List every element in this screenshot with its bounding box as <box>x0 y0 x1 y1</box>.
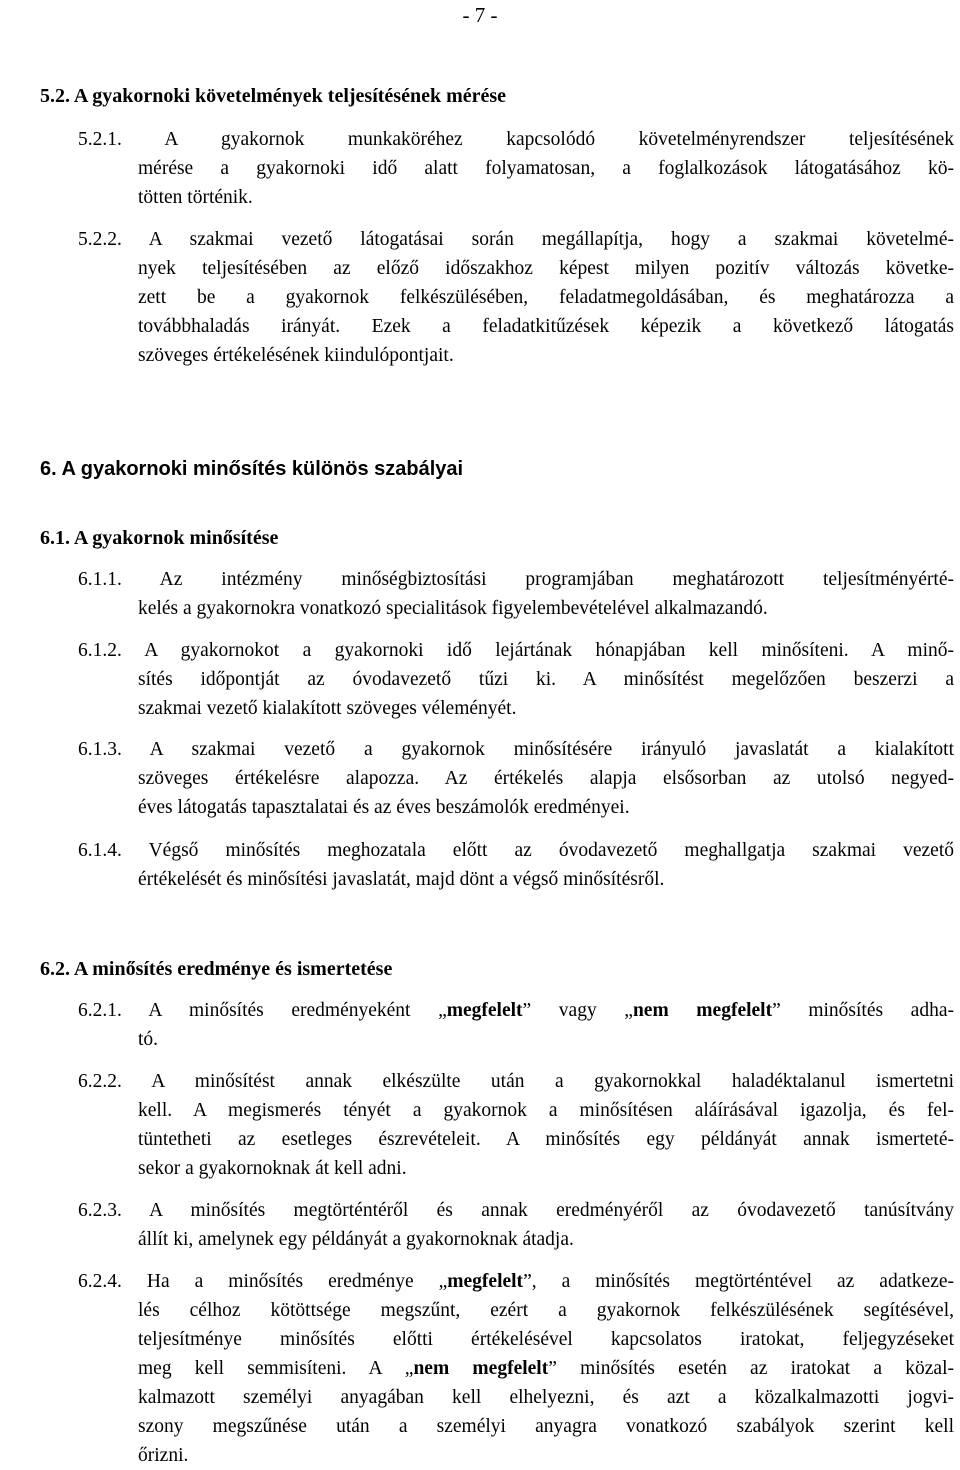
paragraph-number: 6.1.1. <box>78 569 122 590</box>
paragraph-line: állít ki, amelynek egy példányát a gyakornoknak átadja. <box>138 1229 574 1250</box>
paragraph-line: tüntetheti az esetleges észrevételeit. A minősítés egy példányát annak ismerteté- <box>138 1129 954 1150</box>
paragraph-line: 6.1.3. A szakmai vezető a gyakornok minősítésére irányuló javaslatát a kialakított <box>78 739 954 760</box>
paragraph-number: 6.1.3. <box>78 739 122 760</box>
emphasis: megfelelt <box>446 1000 523 1021</box>
page-number: - 7 - <box>462 3 498 27</box>
paragraph-line: sítés időpontját az óvodavezető tűzi ki. A minősítést megelőzően beszerzi a <box>138 669 954 690</box>
paragraph-line: éves látogatás tapasztalatai és az éves beszámolók eredményei. <box>138 797 630 818</box>
paragraph-line: teljesítménye minősítés előtti értékelésével kapcsolatos iratokat, feljegyzéseket <box>138 1329 954 1350</box>
paragraph-line: zett be a gyakornok felkészülésében, feladatmegoldásában, és meghatározza a <box>138 287 954 308</box>
paragraph-line: 5.2.1. A gyakornok munkaköréhez kapcsolódó követelményrendszer teljesítésének <box>78 129 954 150</box>
paragraph-6-2-2 <box>78 1067 954 1183</box>
emphasis: nem megfelelt <box>413 1358 549 1379</box>
paragraph-number: 6.2.1. <box>78 1000 122 1021</box>
paragraph-line: meg kell semmisíteni. A „nem megfelelt” minősítés esetén az iratokat a közal- <box>138 1358 954 1379</box>
paragraph-line: kelés a gyakornokra vonatkozó specialitások figyelembevételével alkalmazandó. <box>138 598 768 619</box>
paragraph-line: szakmai vezető kialakított szöveges véleményét. <box>138 698 517 719</box>
paragraph-line: 6.2.1. A minősítés eredményeként „megfelelt” vagy „nem megfelelt” minősítés adha- <box>78 1000 954 1021</box>
paragraph-line: nyek teljesítésében az előző időszakhoz képest milyen pozitív változás követke- <box>138 258 954 279</box>
section-6-1-heading: 6.1. A gyakornok minősítése <box>40 527 279 549</box>
section-5-2-heading: 5.2. A gyakornoki követelmények teljesítésének mérése <box>40 85 507 107</box>
paragraph-6-1-1 <box>78 565 954 623</box>
paragraph-line: kalmazott személyi anyagában kell elhelyezni, és azt a közalkalmazotti jogvi- <box>138 1387 954 1408</box>
paragraph-6-2-4 <box>78 1267 954 1470</box>
paragraph-6-1-3 <box>78 735 954 822</box>
paragraph-line: sekor a gyakornoknak át kell adni. <box>138 1158 407 1179</box>
section-6-heading: 6. A gyakornoki minősítés különös szabályai <box>40 458 464 480</box>
paragraph-number: 6.2.4. <box>78 1271 122 1292</box>
paragraph-6-1-2 <box>78 636 954 723</box>
paragraph-line: szony megszűnése után a személyi anyagra vonatkozó szabályok szerint kell <box>138 1416 954 1437</box>
paragraph-line: 6.1.2. A gyakornokot a gyakornoki idő lejártának hónapjában kell minősíteni. A minő- <box>78 640 954 661</box>
paragraph-6-2-3 <box>78 1196 954 1254</box>
paragraph-line: 6.1.4. Végső minősítés meghozatala előtt az óvodavezető meghallgatja szakmai vezető <box>78 840 954 861</box>
paragraph-line: mérése a gyakornoki idő alatt folyamatosan, a foglalkozások látogatásához kö- <box>138 158 954 179</box>
paragraph-line: 6.2.3. A minősítés megtörténtéről és annak eredményéről az óvodavezető tanúsítvány <box>78 1200 954 1221</box>
paragraph-line: kell. A megismerés tényét a gyakornok a minősítésen aláírásával igazolja, és fel- <box>138 1100 954 1121</box>
emphasis: megfelelt <box>447 1271 524 1292</box>
paragraph-line: 5.2.2. A szakmai vezető látogatásai során megállapítja, hogy a szakmai követelmé- <box>78 229 954 250</box>
paragraph-number: 6.2.2. <box>78 1071 122 1092</box>
paragraph-line: szöveges értékelésének kiindulópontjait. <box>138 345 454 366</box>
paragraph-number: 6.1.4. <box>78 840 122 861</box>
paragraph-6-1-4 <box>78 836 954 894</box>
paragraph-5-2-2 <box>78 225 954 370</box>
paragraph-number: 6.1.2. <box>78 640 122 661</box>
paragraph-line: őrizni. <box>138 1445 189 1466</box>
paragraph-line: értékelését és minősítési javaslatát, majd dönt a végső minősítésről. <box>138 869 665 890</box>
paragraph-line: 6.2.4. Ha a minősítés eredménye „megfelelt”, a minősítés megtörténtével az adatkeze- <box>78 1271 954 1292</box>
paragraph-line: lés célhoz kötöttsége megszűnt, ezért a gyakornok felkészülésének segítésével, <box>138 1300 954 1321</box>
paragraph-6-2-1 <box>78 996 954 1054</box>
paragraph-line: tötten történik. <box>138 187 253 208</box>
paragraph-line: szöveges értékelésre alapozza. Az értékelés alapja elsősorban az utolsó negyed- <box>138 768 954 789</box>
paragraph-line: 6.2.2. A minősítést annak elkészülte után a gyakornokkal haladéktalanul ismertetni <box>78 1071 954 1092</box>
paragraph-number: 6.2.3. <box>78 1200 122 1221</box>
paragraph-number: 5.2.1. <box>78 129 122 150</box>
paragraph-line: továbbhaladás irányát. Ezek a feladatkitűzések képezik a következő látogatás <box>138 316 954 337</box>
paragraph-line: tó. <box>138 1029 159 1050</box>
section-6-2-heading: 6.2. A minősítés eredménye és ismertetése <box>40 958 393 980</box>
paragraph-number: 5.2.2. <box>78 229 122 250</box>
paragraph-line: 6.1.1. Az intézmény minőségbiztosítási programjában meghatározott teljesítményérté- <box>78 569 954 590</box>
emphasis: nem megfelelt <box>632 1000 773 1021</box>
paragraph-5-2-1 <box>78 125 954 212</box>
